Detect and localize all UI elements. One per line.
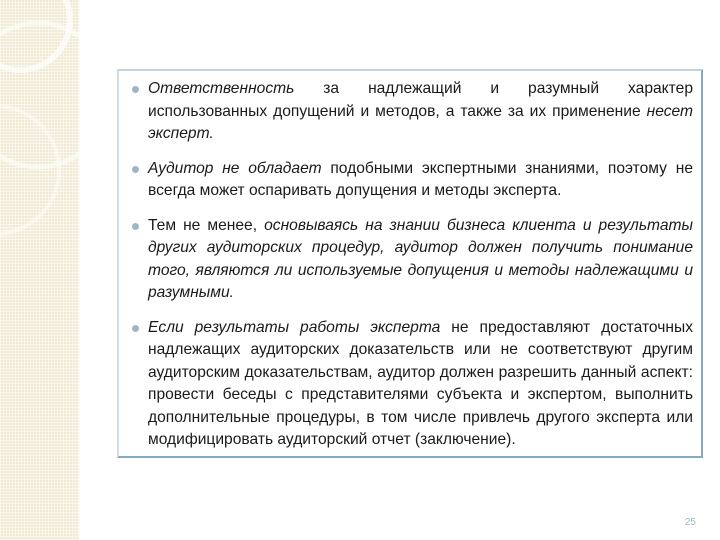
bullet-text-segment: основываясь на знании бизнеса клиента и результаты других аудиторских процедур, аудитор должен получить понимание того, являются ли используемые допущения и методы надлежащими и разумными.	[148, 216, 694, 301]
bullet-item	[131, 215, 693, 305]
bullet-list	[131, 78, 693, 464]
bullet-dot-icon	[132, 86, 139, 93]
bullet-item	[131, 78, 693, 146]
bullet-text-segment: Если результаты работы эксперта	[148, 318, 441, 336]
bullet-text-segment: за надлежащий и разумный характер использованных допущений и методов, а также за их применение	[148, 80, 693, 120]
bullet-item	[131, 317, 693, 452]
bullet-text-segment: Аудитор не обладает	[148, 159, 322, 177]
bullet-text-segment: Тем не менее,	[148, 216, 265, 234]
bullet-text-segment: подобными экспертными знаниями, поэтому не всегда может оспаривать допущения и методы эксперта.	[148, 159, 693, 199]
bullet-text-segment: не предоставляют достаточных надлежащих аудиторских доказательств или не соответствуют другим аудиторским доказательствам, аудитор должен разрешить данный аспект: провести беседы с представителями субъекта и экспертом, выполнить дополнительные процедуры, в том числе привлечь другого эксперта или модифицировать аудиторский отчет (заключение).	[148, 318, 693, 448]
bullet-text-segment: Ответственность	[148, 80, 295, 97]
page-number: 25	[684, 517, 696, 528]
bullet-dot-icon	[132, 325, 139, 332]
bullet-text-segment: несет эксперт.	[148, 102, 693, 142]
bullet-dot-icon	[132, 166, 139, 173]
decorative-side-panel	[0, 0, 79, 540]
bullet-dot-icon	[132, 223, 139, 230]
bullet-item	[131, 158, 693, 203]
decorative-arcs	[0, 0, 79, 540]
